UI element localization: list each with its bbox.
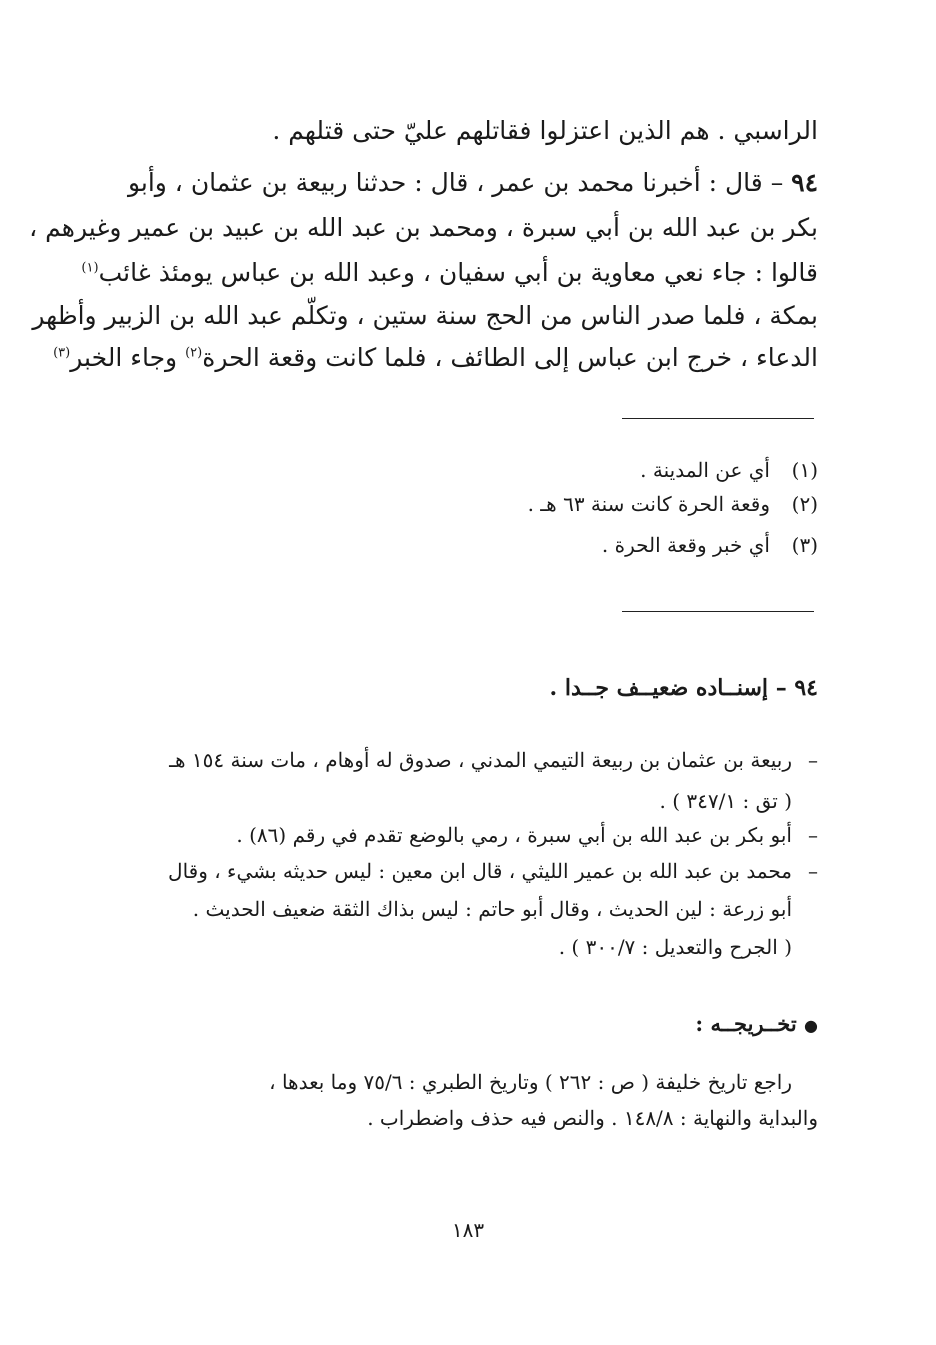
bullet-icon: ●	[804, 1016, 818, 1035]
takhrij-text: والبداية والنهاية : ١٤٨/٨ . والنص فيه حذف واضطراب .	[367, 1106, 818, 1130]
footnote: (٢)وقعة الحرة كانت سنة ٦٣ هـ .	[527, 492, 818, 516]
narrator-note: –محمد بن عبد الله بن عمير الليثي ، قال ابن معين : ليس حديثه بشيء ، وقال	[168, 859, 818, 883]
commentary-separator	[622, 611, 814, 612]
footnote-marker: (٢)	[185, 345, 203, 361]
page-number: ١٨٣	[451, 1218, 485, 1242]
report-number: ٩٤	[791, 168, 818, 197]
narrator-note-cont: أبو زرعة : لين الحديث ، وقال أبو حاتم : ليس بذاك الثقة ضعيف الحديث .	[192, 897, 792, 921]
main-text-line: الراسبي . هم الذين اعتزلوا فقاتلهم عليّ حتى قتلهم .	[272, 116, 818, 145]
narrator-note: –ربيعة بن عثمان بن ربيعة التيمي المدني ، صدوق له أوهام ، مات سنة ١٥٤ هـ	[169, 748, 818, 772]
main-text-line: بمكة ، فلما صدر الناس من الحج سنة ستين ، وتكلّم عبد الله بن الزبير وأظهر	[32, 301, 818, 330]
footnote-separator	[622, 418, 814, 419]
narrator-note-cont: ( الجرح والتعديل : ٣٠٠/٧ ) .	[558, 935, 792, 959]
footnote-marker: (٣)	[53, 345, 71, 361]
narrator-note: –أبو بكر بن عبد الله بن أبي سبرة ، رمي بالوضع تقدم في رقم (٨٦) .	[236, 823, 818, 847]
takhrij-text: راجع تاريخ خليفة ( ص : ٢٦٢ ) وتاريخ الطبري : ٧٥/٦ وما بعدها ،	[269, 1070, 792, 1094]
takhrij-heading: ● تخــريجــه :	[695, 1011, 818, 1036]
commentary-heading: ٩٤ – إسنــاده ضعيــف جــدا .	[549, 675, 818, 701]
main-text-line: قالوا : جاء نعي معاوية بن أبي سفيان ، وعبد الله بن عباس يومئذ غائب$^{(١)}$	[81, 258, 818, 287]
main-text-line: بكر بن عبد الله بن أبي سبرة ، ومحمد بن عبد الله بن عبيد بن عمير وغيرهم ،	[29, 213, 818, 242]
footnote: (١)أي عن المدينة .	[640, 458, 818, 482]
main-text-line: ٩٤ – قال : أخبرنا محمد بن عمر ، قال : حدثنا ربيعة بن عثمان ، وأبو	[127, 168, 818, 197]
narrator-note-cont: ( تق : ٣٤٧/١ ) .	[659, 789, 792, 813]
footnote-marker: (١)	[81, 260, 99, 276]
main-text-line: الدعاء ، خرج ابن عباس إلى الطائف ، فلما كانت وقعة الحرة$^{(٢)}$ وجاء الخبر$^{(٣)}$	[53, 343, 818, 372]
footnote: (٣)أي خبر وقعة الحرة .	[601, 533, 818, 557]
